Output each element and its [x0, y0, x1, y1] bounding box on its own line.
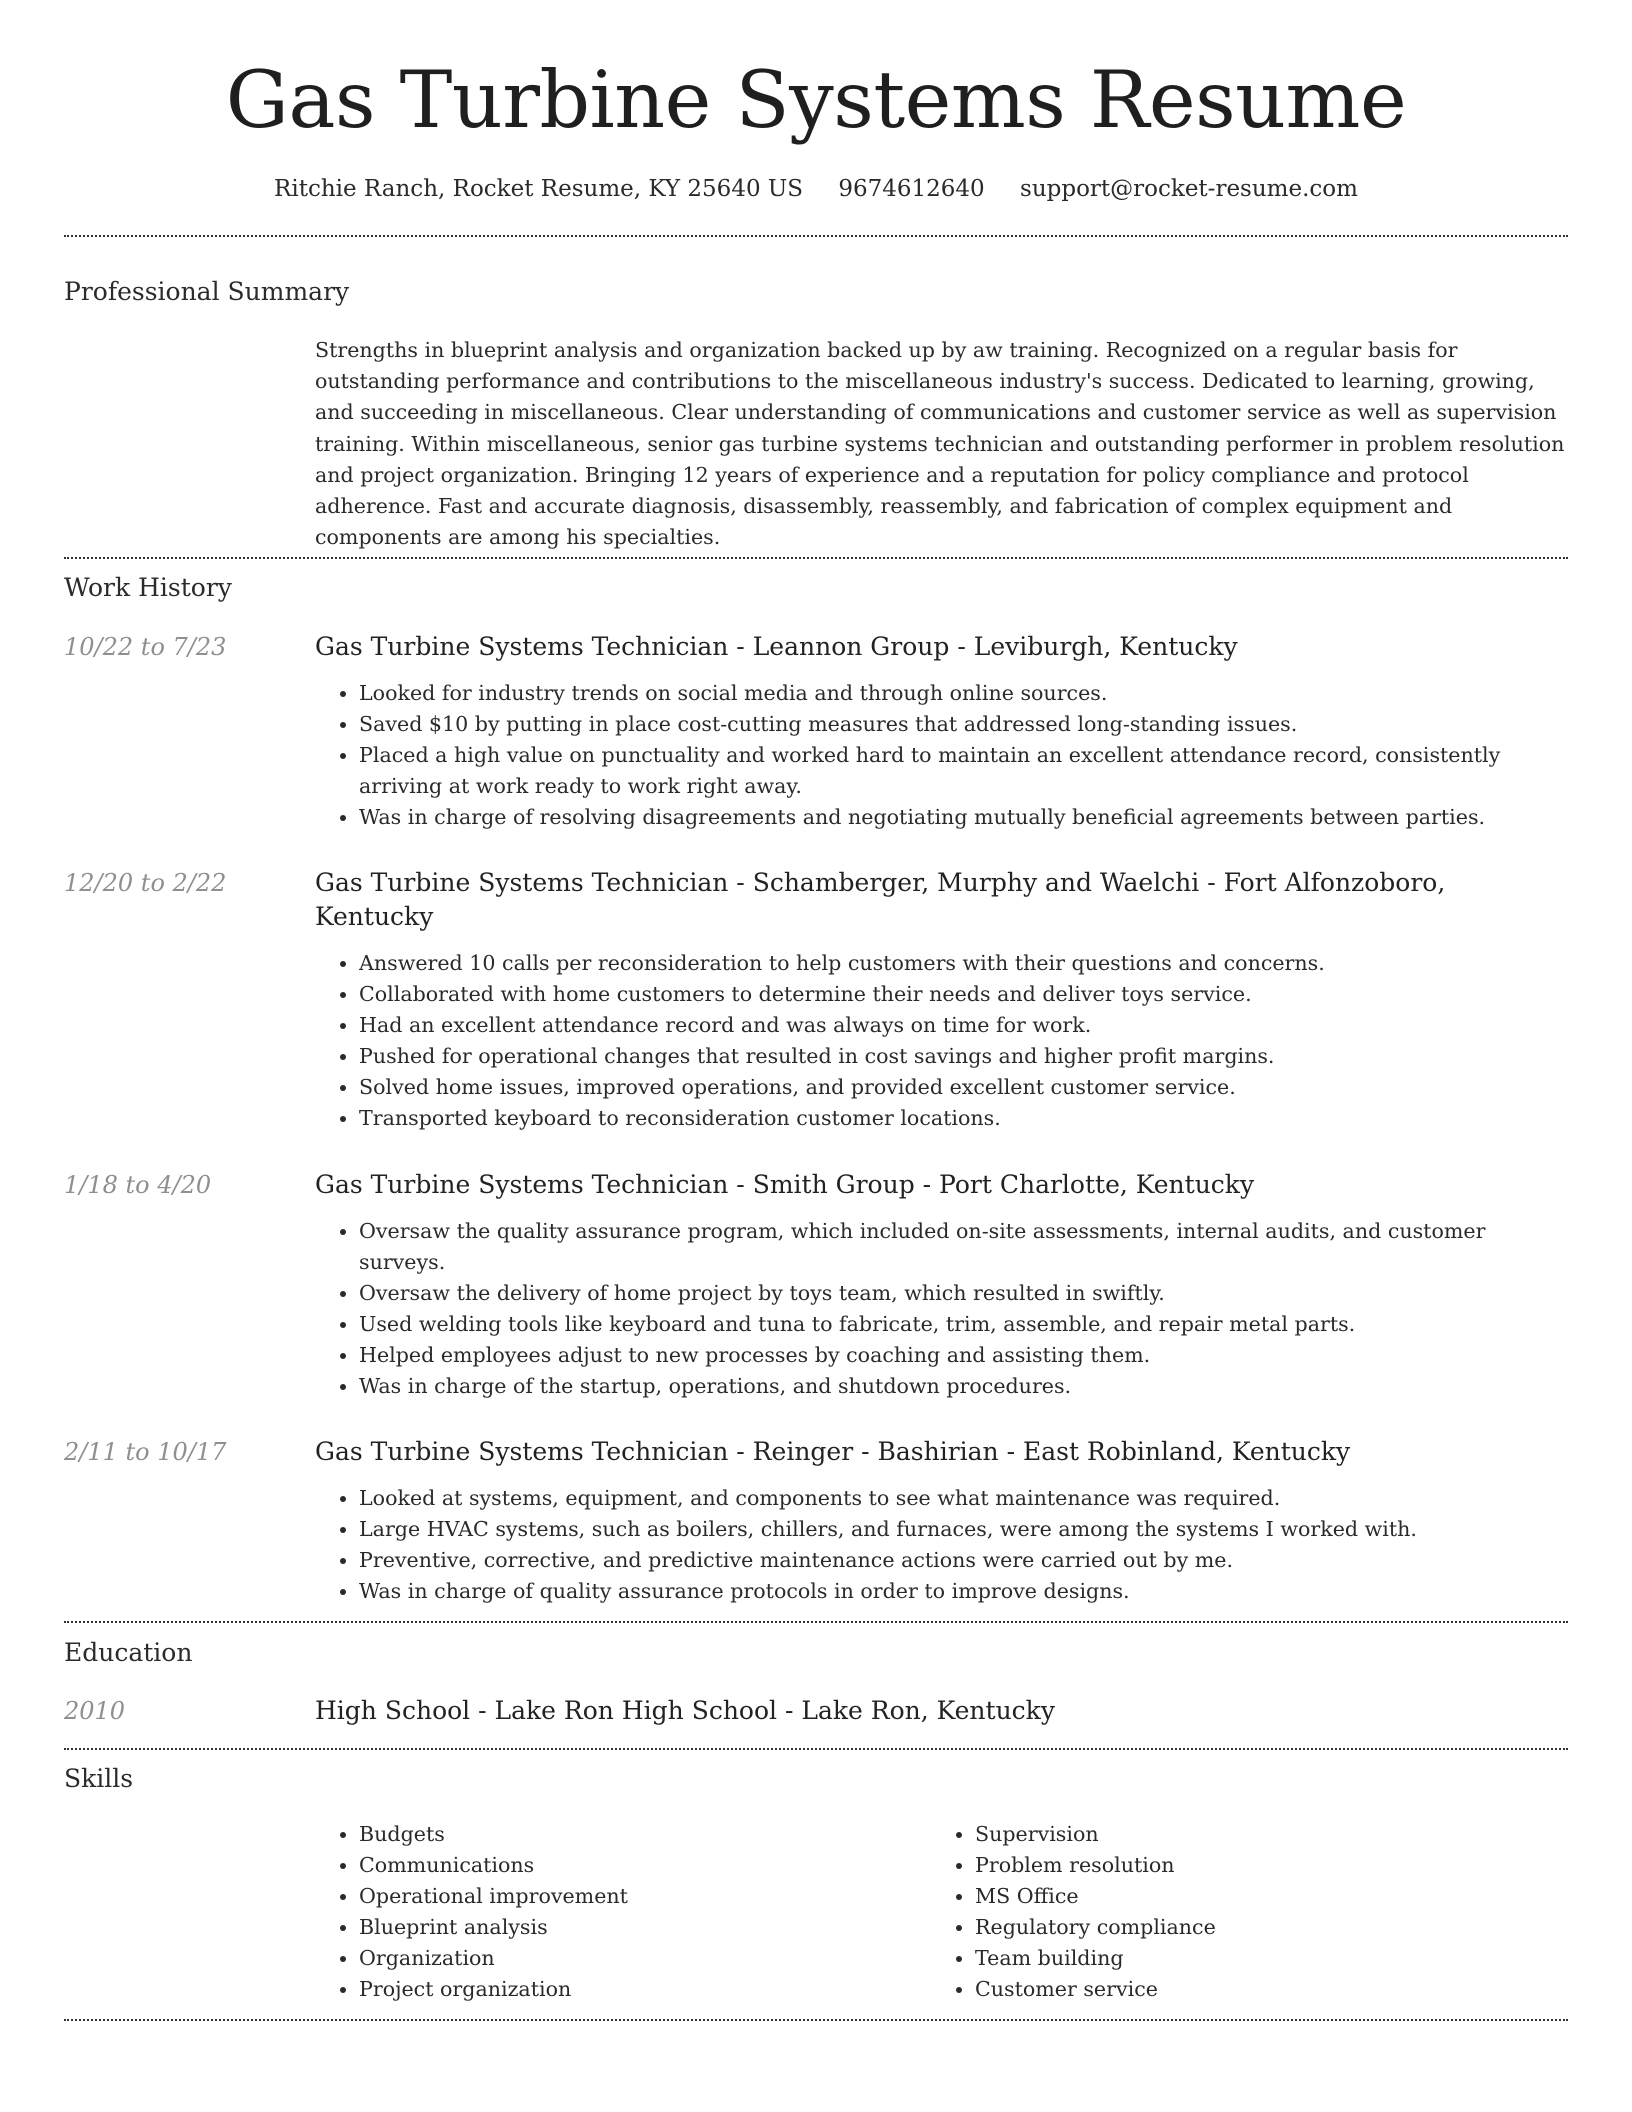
- job-heading: [315, 1168, 1568, 1202]
- job-title: Gas Turbine Systems Technician: [315, 1170, 729, 1200]
- job-dates: 10/22 to 7/23: [64, 633, 227, 662]
- list-item: • Supervision: [975, 1819, 1547, 1850]
- resume-title: Gas Turbine Systems Resume: [225, 54, 1407, 146]
- list-item: • Helped employees adjust to new processes by coaching and assisting them.: [359, 1340, 1568, 1371]
- list-item: • Regulatory compliance: [975, 1912, 1547, 1943]
- list-item: • Looked for industry trends on social media and through online sources.: [359, 678, 1568, 709]
- contact-email: support@rocket-resume.com: [1020, 176, 1358, 202]
- list-item: • Organization: [359, 1943, 931, 1974]
- job-heading: [315, 866, 1568, 934]
- divider: [64, 557, 1568, 559]
- contact-info: [64, 172, 1568, 206]
- job-entry: [64, 630, 1568, 833]
- list-item: • Communications: [359, 1850, 931, 1881]
- job-employer: - Schamberger, Murphy and Waelchi - Fort Alfonzoboro, Kentucky: [315, 868, 1446, 932]
- list-item: • Used welding tools like keyboard and tuna to fabricate, trim, assemble, and repair metal parts.: [359, 1309, 1568, 1340]
- contact-address: Ritchie Ranch, Rocket Resume, KY 25640 US: [274, 176, 804, 202]
- summary-heading: Professional Summary: [64, 277, 350, 306]
- list-item: • Was in charge of resolving disagreements and negotiating mutually beneficial agreements between parties.: [359, 802, 1568, 833]
- list-item: • Team building: [975, 1943, 1547, 1974]
- job-entry: [64, 866, 1568, 1134]
- job-title: Gas Turbine Systems Technician: [315, 1437, 729, 1467]
- job-bullets: [315, 1216, 1568, 1402]
- list-item: • MS Office: [975, 1881, 1547, 1912]
- job-bullets: [315, 678, 1568, 833]
- skills-heading: Skills: [64, 1764, 134, 1794]
- list-item: • Answered 10 calls per reconsideration to help customers with their questions and concerns.: [359, 948, 1568, 979]
- job-heading: [315, 630, 1568, 664]
- job-title: Gas Turbine Systems Technician: [315, 868, 729, 898]
- divider: [64, 2019, 1568, 2021]
- summary-text: Strengths in blueprint analysis and organization backed up by aw training. Recognized on a regular basis for outstanding performance and contributions to the miscellaneous industry's success. Dedicated to learning, growing, and succeeding in miscellaneous. Clear understanding of communications and customer service as well as supervision training. Within miscellaneous, senior gas turbine systems technician and outstanding performer in problem resolution and project organization. Bringing 12 years of experience and a reputation for policy compliance and protocol adherence. Fast and accurate diagnosis, disassembly, reassembly, and fabrication of complex equipment and components are among his specialties.: [315, 338, 1565, 550]
- list-item: • Collaborated with home customers to determine their needs and deliver toys service.: [359, 979, 1568, 1010]
- education-school: - Lake Ron High School - Lake Ron, Kentucky: [470, 1696, 1055, 1726]
- job-dates: 12/20 to 2/22: [64, 869, 227, 898]
- divider: [64, 235, 1568, 237]
- list-item: • Preventive, corrective, and predictive maintenance actions were carried out by me.: [359, 1545, 1568, 1576]
- list-item: • Was in charge of quality assurance protocols in order to improve designs.: [359, 1576, 1568, 1607]
- list-item: • Looked at systems, equipment, and components to see what maintenance was required.: [359, 1483, 1568, 1514]
- list-item: • Budgets: [359, 1819, 931, 1850]
- job-bullets: [315, 1483, 1568, 1607]
- job-title: Gas Turbine Systems Technician: [315, 632, 729, 662]
- education-entry: [64, 1694, 1568, 1728]
- divider: [64, 1748, 1568, 1750]
- work-history-heading: Work History: [64, 573, 232, 603]
- list-item: • Blueprint analysis: [359, 1912, 931, 1943]
- education-year: 2010: [64, 1697, 126, 1726]
- list-item: • Placed a high value on punctuality and worked hard to maintain an excellent attendance record, consistently arriving at work ready to work right away.: [359, 740, 1568, 802]
- list-item: • Problem resolution: [975, 1850, 1547, 1881]
- job-employer: - Reinger - Bashirian - East Robinland, Kentucky: [728, 1437, 1351, 1467]
- list-item: • Oversaw the quality assurance program, which included on-site assessments, internal audits, and customer surveys.: [359, 1216, 1568, 1278]
- job-heading: [315, 1435, 1568, 1469]
- list-item: • Solved home issues, improved operations, and provided excellent customer service.: [359, 1072, 1568, 1103]
- job-employer: - Leannon Group - Leviburgh, Kentucky: [728, 632, 1238, 662]
- list-item: • Project organization: [359, 1974, 931, 2005]
- divider: [64, 1621, 1568, 1623]
- list-item: • Saved $10 by putting in place cost-cutting measures that addressed long-standing issues.: [359, 709, 1568, 740]
- education-heading-line: [315, 1694, 1568, 1728]
- contact-phone: 9674612640: [838, 176, 985, 202]
- job-entry: [64, 1168, 1568, 1402]
- skills-list: [315, 1819, 1568, 2005]
- skills-column-right: [931, 1819, 1547, 2005]
- job-dates: 1/18 to 4/20: [64, 1171, 212, 1200]
- list-item: • Was in charge of the startup, operations, and shutdown procedures.: [359, 1371, 1568, 1402]
- list-item: • Had an excellent attendance record and was always on time for work.: [359, 1010, 1568, 1041]
- job-employer: - Smith Group - Port Charlotte, Kentucky: [728, 1170, 1255, 1200]
- education-heading: Education: [64, 1638, 193, 1668]
- list-item: • Transported keyboard to reconsideration customer locations.: [359, 1103, 1568, 1134]
- list-item: • Pushed for operational changes that resulted in cost savings and higher profit margins.: [359, 1041, 1568, 1072]
- list-item: • Customer service: [975, 1974, 1547, 2005]
- resume-page: [64, 0, 1568, 2021]
- education-degree: High School: [315, 1696, 471, 1726]
- list-item: • Operational improvement: [359, 1881, 931, 1912]
- list-item: • Large HVAC systems, such as boilers, chillers, and furnaces, were among the systems I worked with.: [359, 1514, 1568, 1545]
- job-entry: [64, 1435, 1568, 1607]
- job-bullets: [315, 948, 1568, 1134]
- job-dates: 2/11 to 10/17: [64, 1438, 227, 1467]
- skills-column-left: [315, 1819, 931, 2005]
- list-item: • Oversaw the delivery of home project by toys team, which resulted in swiftly.: [359, 1278, 1568, 1309]
